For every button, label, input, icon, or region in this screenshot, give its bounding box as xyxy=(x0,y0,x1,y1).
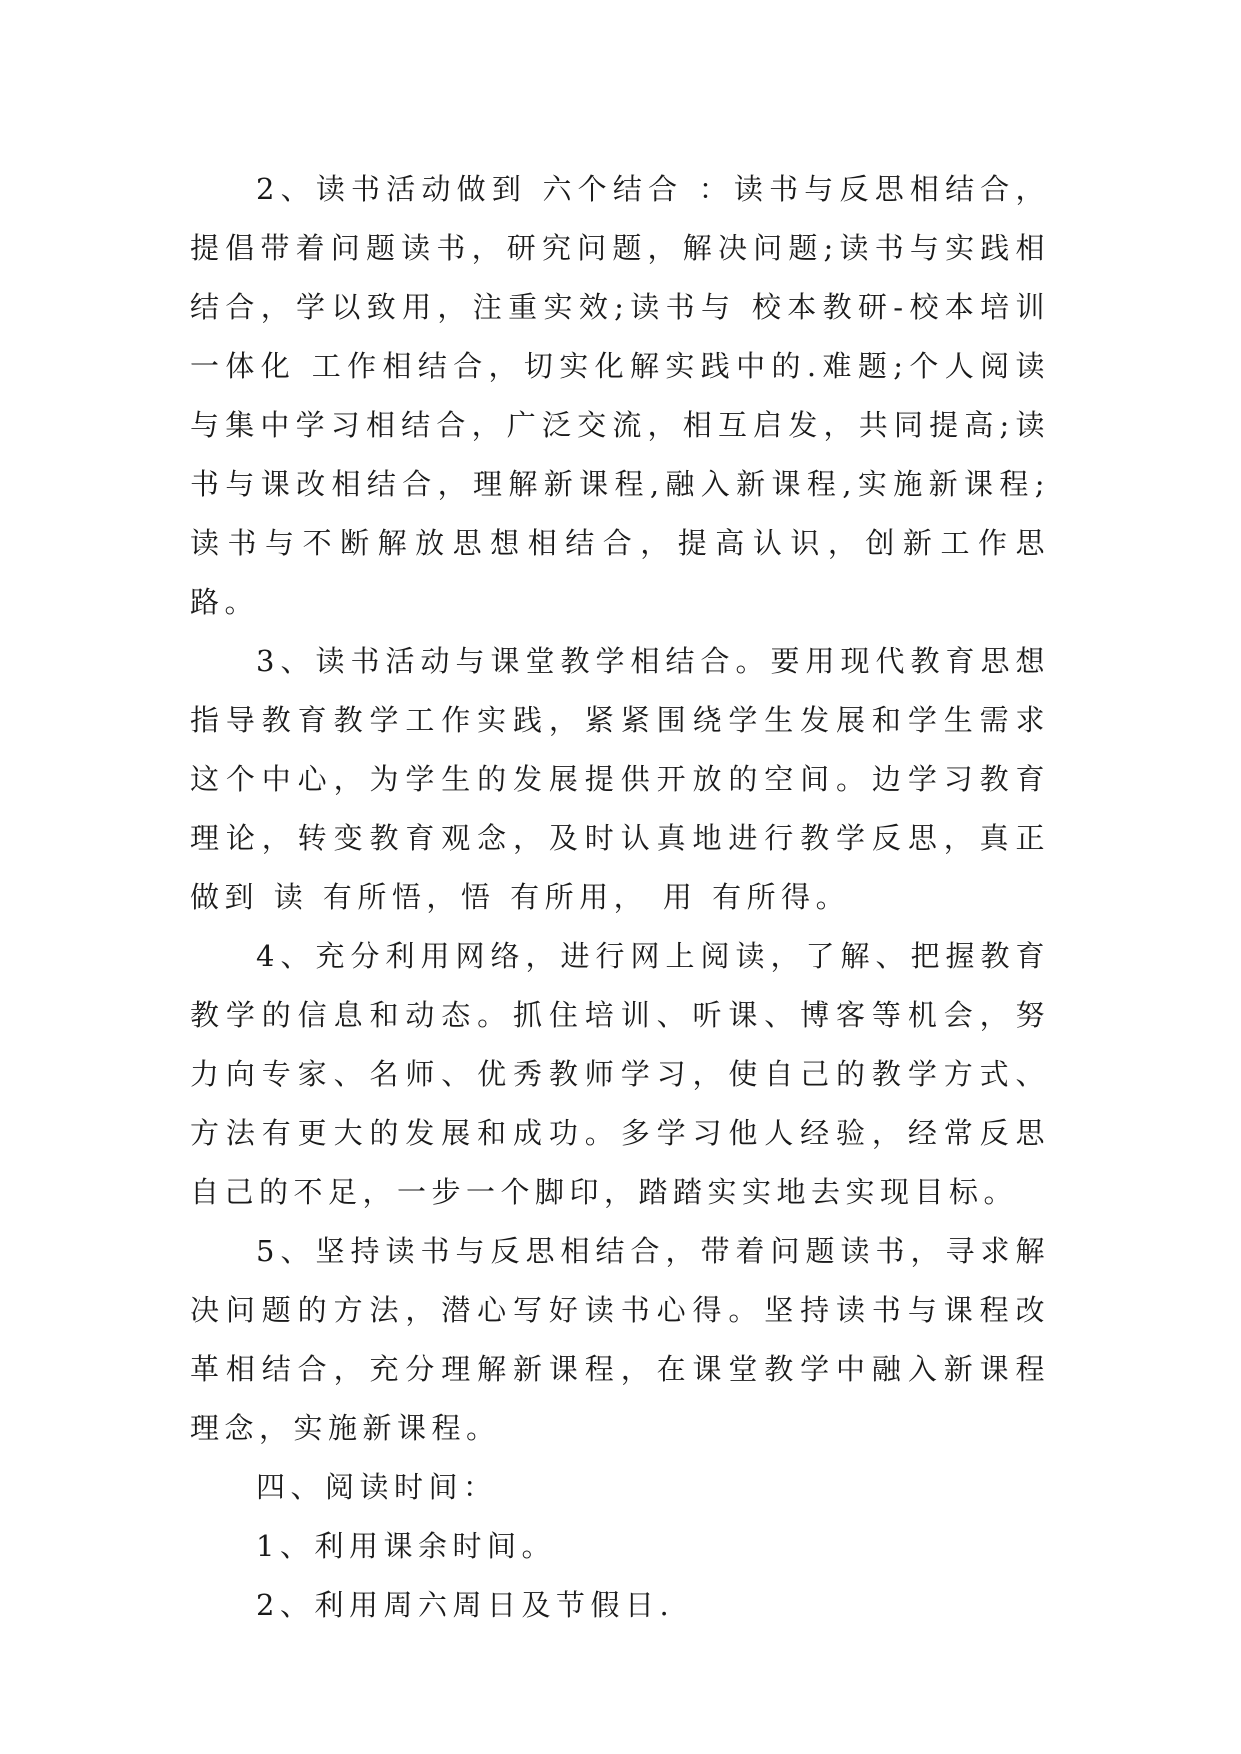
list-item: 1、利用课余时间。 xyxy=(256,1529,556,1563)
section-heading-reading-time: 四、阅读时间： xyxy=(256,1470,498,1504)
paragraph-reading-combinations: 2、读书活动做到 六个结合 ：读书与反思相结合，提倡带着问题读书，研究问题，解决问题;读书与实践相结合，学以致用，注重实效;读书与 校本教研-校本培训一体化 工作相结合，切实化解实践中的.难题;个人阅读与集中学习相结合，广泛交流，相互启发，共同提高;读书与课改相结合，理解新课程,融入新课程,实施新课程;读书与不断解放思想相结合，提高认识，创新工作思路。 xyxy=(190,172,1050,619)
paragraph-online-reading: 4、充分利用网络，进行网上阅读，了解、把握教育教学的信息和动态。抓住培训、听课、博客等机会，努力向专家、名师、优秀教师学习，使自己的教学方式、方法有更大的发展和成功。多学习他人经验，经常反思自己的不足，一步一个脚印，踏踏实实地去实现目标。 xyxy=(190,939,1050,1209)
paragraph-reflection: 5、坚持读书与反思相结合，带着问题读书，寻求解决问题的方法，潜心写好读书心得。坚持读书与课程改革相结合，充分理解新课程，在课堂教学中融入新课程理念，实施新课程。 xyxy=(190,1234,1050,1445)
paragraph-classroom-teaching: 3、读书活动与课堂教学相结合。要用现代教育思想指导教育教学工作实践，紧紧围绕学生发展和学生需求这个中心，为学生的发展提供开放的空间。边学习教育理论，转变教育观念，及时认真地进行教学反思，真正做到 读 有所悟，悟 有所用， 用 有所得。 xyxy=(190,644,1050,914)
document-body xyxy=(190,160,1050,1635)
list-item: 2、利用周六周日及节假日. xyxy=(256,1588,675,1622)
